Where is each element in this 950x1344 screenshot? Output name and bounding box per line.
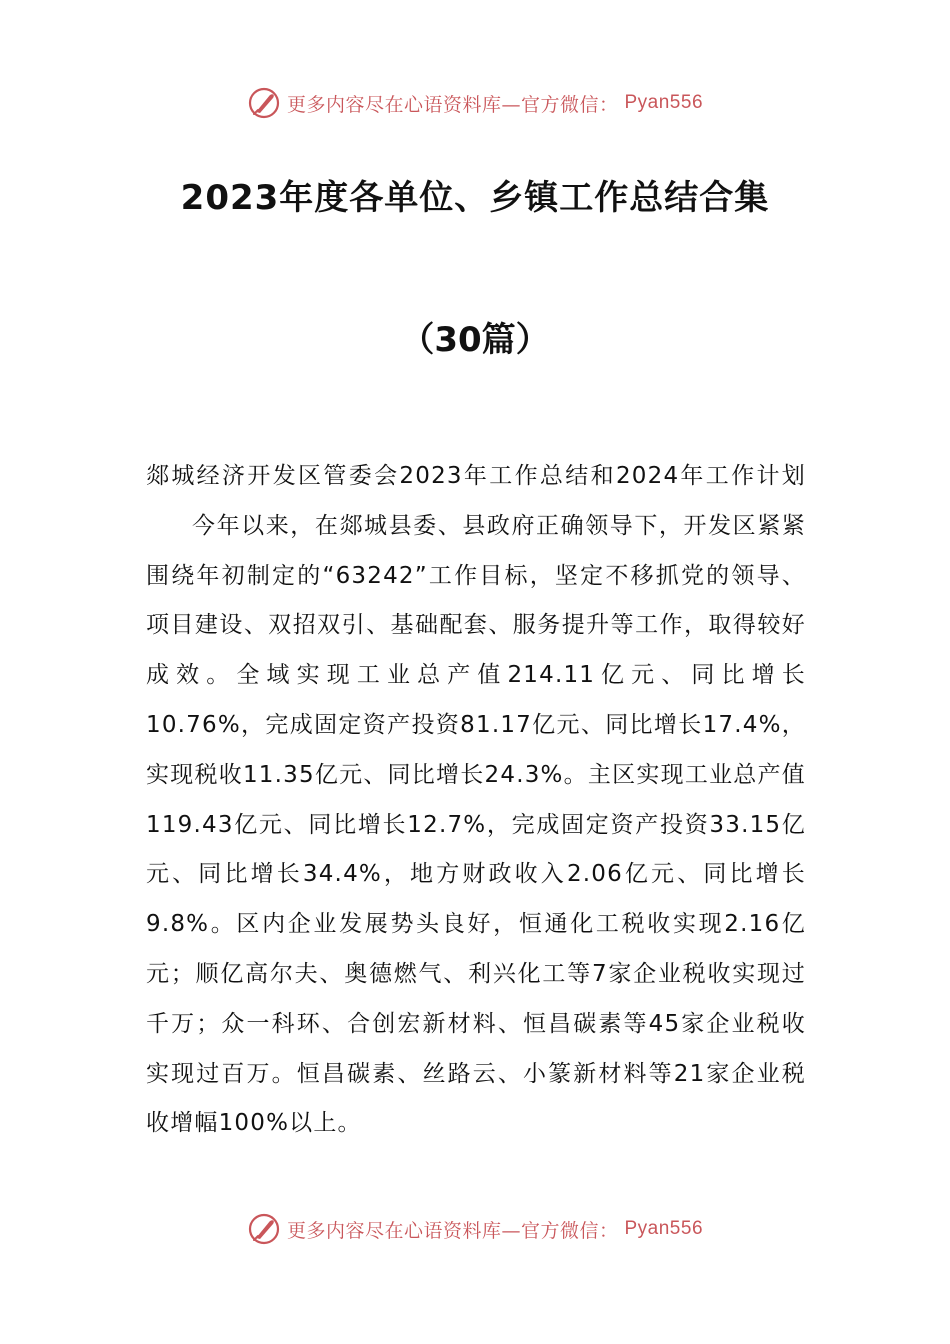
quill-pen-logo-icon [247,86,281,120]
watermark-text: 更多内容尽在心语资料库—官方微信： [286,1219,619,1242]
document-subtitle: （30篇） [400,320,550,360]
section-heading: 郯城经济开发区管委会2023年工作总结和2024年工作计划 [146,463,806,489]
document-title: 2023年度各单位、乡镇工作总结合集 [180,178,770,218]
quill-pen-logo-icon [247,1212,281,1246]
watermark-footer [0,1212,950,1246]
watermark-text: 更多内容尽在心语资料库—官方微信： [286,93,619,116]
body-paragraph: 今年以来，在郯城县委、县政府正确领导下，开发区紧紧围绕年初制定的“63242”工作目标，坚定不移抓党的领导、项目建设、双招双引、基础配套、服务提升等工作，取得较好成效。全域实现工业总产值214.11亿元、同比增长10.76%，完成固定资产投资81.17亿元、同比增长17.4%，实现税收11.35亿元、同比增长24.3%。主区实现工业总产值119.43亿元、同比增长12.7%，完成固定资产投资33.15亿元、同比增长34.4%，地方财政收入2.06亿元、同比增长9.8%。区内企业发展势头良好，恒通化工税收实现2.16亿元；顺亿高尔夫、奥德燃气、利兴化工等7家企业税收实现过千万；众一科环、合创宏新材料、恒昌碳素等45家企业税收实现过百万。恒昌碳素、丝路云、小篆新材料等21家企业税收增幅100%以上。 [146,512,806,1137]
watermark-header [0,86,950,120]
watermark-wechat-id: Pyan556 [624,92,704,113]
watermark-wechat-id: Pyan556 [624,1218,704,1239]
document-body [146,452,806,1149]
